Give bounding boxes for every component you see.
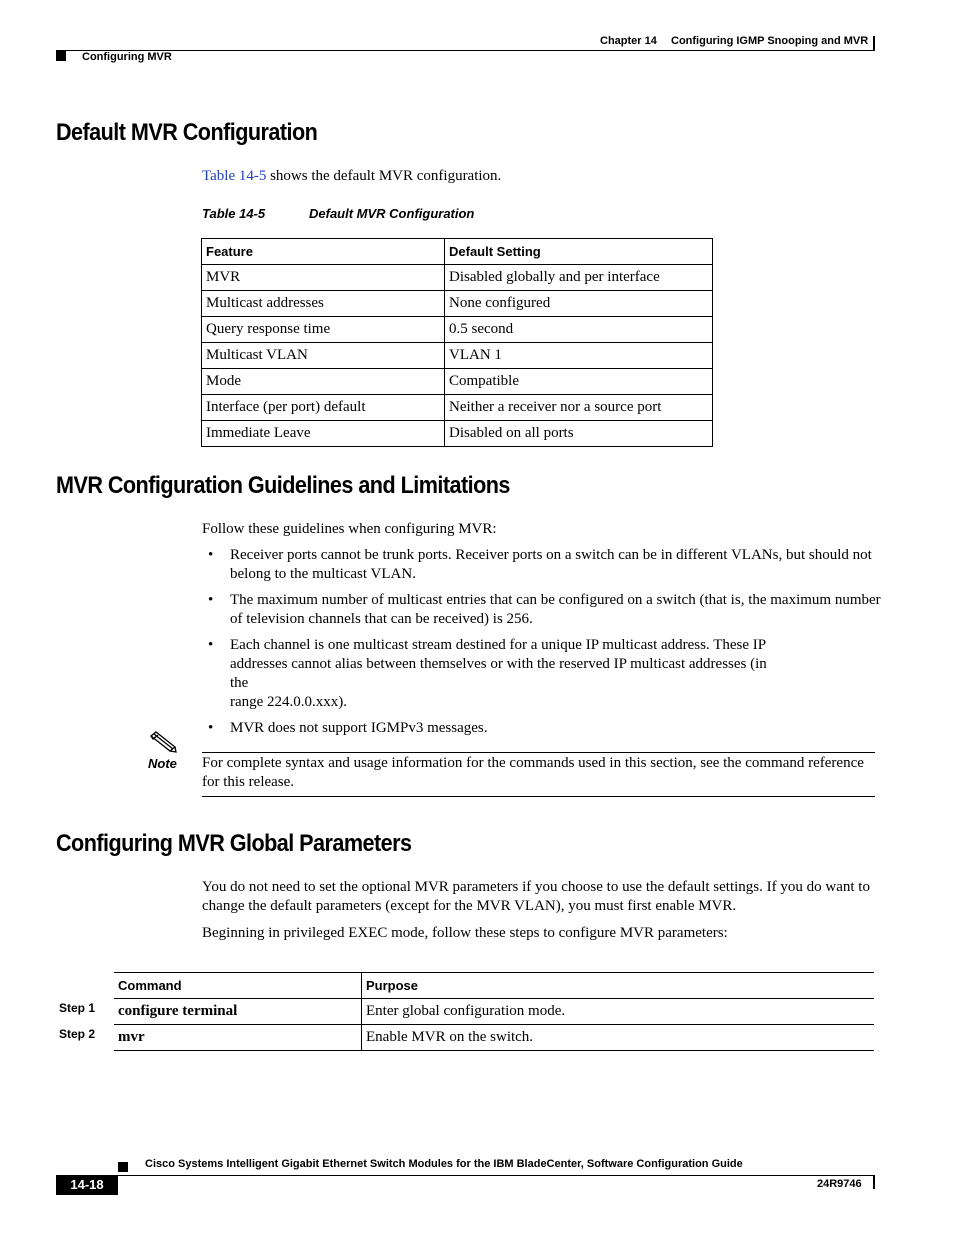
list-item [202,591,882,629]
table-number: Table 14-5 [202,206,266,221]
table-cell: VLAN 1 [445,343,713,369]
bullet-text: The maximum number of multicast entries that can be configured on a switch (that is, the maximum number of television channels that can be received) is 256. [230,592,881,627]
table-link[interactable]: Table 14-5 [202,168,267,184]
header-right-bar [873,36,875,51]
table-row [202,265,713,291]
table-header-command: Command [114,973,362,999]
footer-square [118,1162,128,1172]
table-cell: None configured [445,291,713,317]
page-number: 14-18 [70,1177,104,1192]
footer-right-bar [873,1175,875,1189]
list-item [202,719,882,738]
section-title-global-params: Configuring MVR Global Parameters [56,830,412,857]
note-top-rule [202,752,875,753]
table-cell: Disabled globally and per interface [445,265,713,291]
note-bottom-rule [202,796,875,797]
bullet-text-tail: range 224.0.0.xxx). [230,694,348,710]
note-label: Note [148,756,177,771]
table-cell: MVR [202,265,445,291]
table-row [202,317,713,343]
page-number-box [56,1175,118,1195]
command-table [114,972,874,1051]
purpose-cell: Enter global configuration mode. [362,999,875,1025]
step-label: Step 2 [59,1027,96,1041]
note-text: For complete syntax and usage information for the commands used in this section, see the command reference for this release. [202,755,864,790]
table-row [202,421,713,447]
table-cell: Multicast addresses [202,291,445,317]
sec2-intro: Follow these guidelines when configuring MVR: [202,521,497,537]
table-row [202,291,713,317]
header-chapter: Chapter 14 [600,35,657,47]
table-cell: Neither a receiver nor a source port [445,395,713,421]
header-square [56,51,66,61]
section-title-guidelines: MVR Configuration Guidelines and Limitations [56,472,510,499]
step-label: Step 1 [59,1001,96,1015]
bullet-text: Receiver ports cannot be trunk ports. Receiver ports on a switch can be in different VLANs, but should not belong to the multicast VLAN. [230,547,872,582]
sec3-para2: Beginning in privileged EXEC mode, follow these steps to configure MVR parameters: [202,925,728,941]
list-item [202,546,882,584]
footer-rule [56,1175,875,1176]
list-item [202,636,882,712]
table-cell: Mode [202,369,445,395]
table-row [202,343,713,369]
sec1-intro [202,167,501,186]
table-cell: 0.5 second [445,317,713,343]
table-row [114,999,874,1025]
table-cell: Interface (per port) default [202,395,445,421]
table-cell: Disabled on all ports [445,421,713,447]
purpose-cell: Enable MVR on the switch. [362,1025,875,1051]
table-row [202,369,713,395]
header-chapter-title: Configuring IGMP Snooping and MVR [671,35,869,47]
footer-guide-title: Cisco Systems Intelligent Gigabit Ethernet Switch Modules for the IBM BladeCenter, Software Configuration Guide [145,1158,743,1170]
header-section: Configuring MVR [82,51,172,63]
table-row [114,1025,874,1051]
guidelines-list [202,546,882,745]
table-header-purpose: Purpose [362,973,875,999]
table-cell: Compatible [445,369,713,395]
pencil-icon [148,730,178,754]
bullet-text: MVR does not support IGMPv3 messages. [230,720,488,736]
section-title-default-mvr: Default MVR Configuration [56,119,318,146]
table-caption: Default MVR Configuration [309,206,475,221]
table-cell: Query response time [202,317,445,343]
table-header-default: Default Setting [445,239,713,265]
table-cell: Multicast VLAN [202,343,445,369]
header-rule [56,50,875,51]
sec1-intro-rest: shows the default MVR configuration. [266,168,502,184]
table-cell: Immediate Leave [202,421,445,447]
command-cell: mvr [114,1025,362,1051]
sec3-para1: You do not need to set the optional MVR parameters if you choose to use the default settings. If you do want to change the default parameters (except for the MVR VLAN), you must first enable MVR. [202,879,870,914]
table-row [202,395,713,421]
command-cell: configure terminal [114,999,362,1025]
footer-doc-number: 24R9746 [817,1178,862,1190]
default-mvr-table [201,238,713,447]
table-header-feature: Feature [202,239,445,265]
bullet-text: Each channel is one multicast stream destined for a unique IP multicast address. These IP addresses cannot alias between themselves or with the reserved IP multicast addresses (in the [230,637,767,691]
